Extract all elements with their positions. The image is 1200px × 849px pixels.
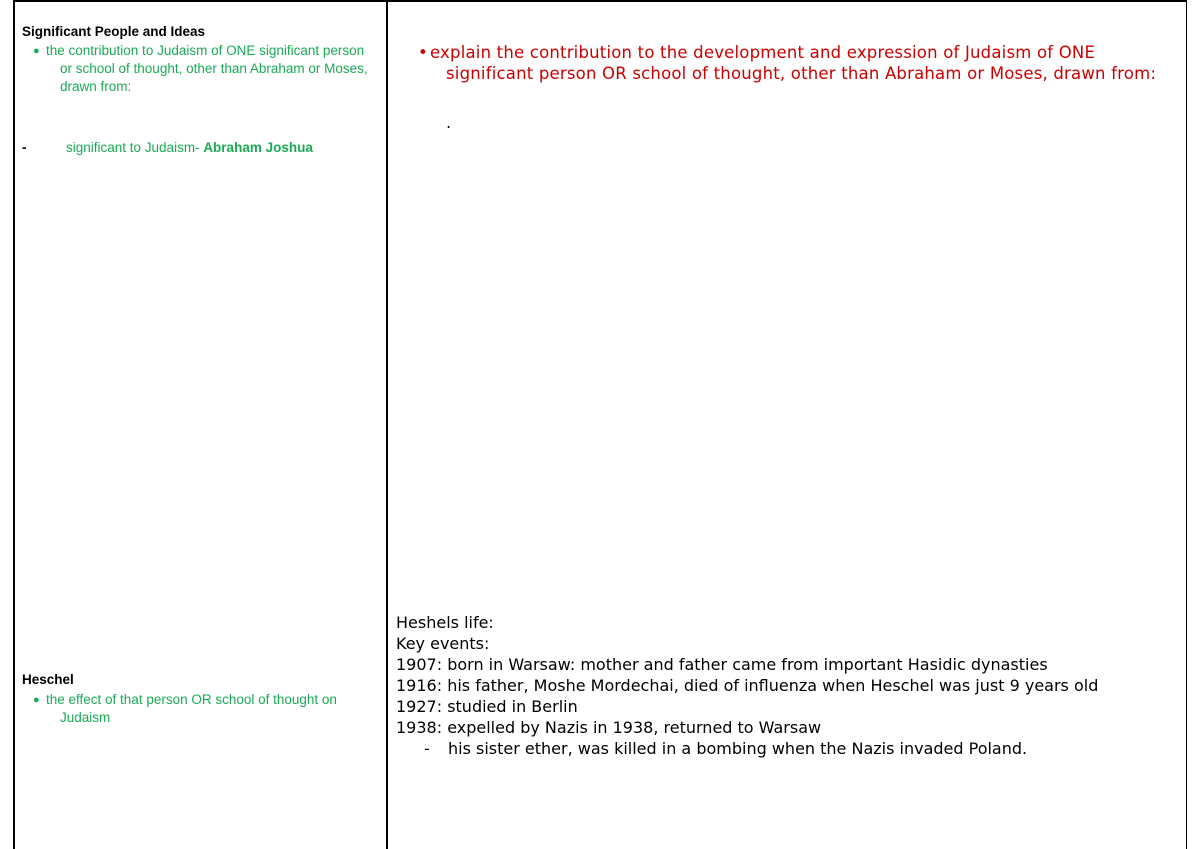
dash-item-bold-name: Abraham Joshua: [203, 140, 313, 155]
event-sub-item-text: his sister ether, was killed in a bombing when the Nazis invaded Poland.: [448, 739, 1028, 758]
learning-outcome-text: explain the contribution to the development and expression of Judaism of ONE significant person OR school of thought, other than Abraham or Moses, drawn from:: [430, 43, 1157, 83]
placeholder-dot: .: [446, 113, 452, 132]
table-top-border: [13, 0, 1187, 2]
syllabus-bullet-contribution: [33, 42, 373, 96]
table-left-border: [13, 0, 15, 849]
notes-subtitle: Key events:: [396, 634, 490, 653]
heschel-life-notes: [396, 612, 1168, 759]
event-1907: 1907: born in Warsaw: mother and father came from important Hasidic dynasties: [396, 655, 1048, 674]
notes-title: Heshels life:: [396, 613, 494, 632]
section-heading-heschel: Heschel: [22, 672, 74, 687]
bullet-icon: ●: [33, 694, 40, 706]
syllabus-bullet-effect: [33, 691, 353, 727]
dash-item-text: [66, 140, 313, 155]
syllabus-bullet-text: the effect of that person OR school of thought on Judaism: [46, 692, 337, 725]
syllabus-bullet-text: the contribution to Judaism of ONE significant person or school of thought, other than Abraham or Moses, drawn from:: [46, 43, 368, 94]
event-1938: 1938: expelled by Nazis in 1938, returned to Warsaw: [396, 718, 822, 737]
column-divider: [386, 0, 388, 849]
event-1916: 1916: his father, Moshe Mordechai, died of influenza when Heschel was just 9 years old: [396, 676, 1099, 695]
section-heading-significant-people: Significant People and Ideas: [22, 24, 206, 39]
bullet-icon: ●: [33, 45, 40, 57]
table-right-border: [1186, 0, 1187, 849]
learning-outcome-bullet: [418, 42, 1178, 84]
event-sub-item: [396, 738, 1168, 759]
dash-item-label: significant to Judaism-: [66, 140, 204, 155]
dash-marker: -: [22, 140, 27, 155]
dash-marker: -: [424, 739, 430, 758]
bullet-icon: •: [418, 43, 428, 62]
event-1927: 1927: studied in Berlin: [396, 697, 578, 716]
